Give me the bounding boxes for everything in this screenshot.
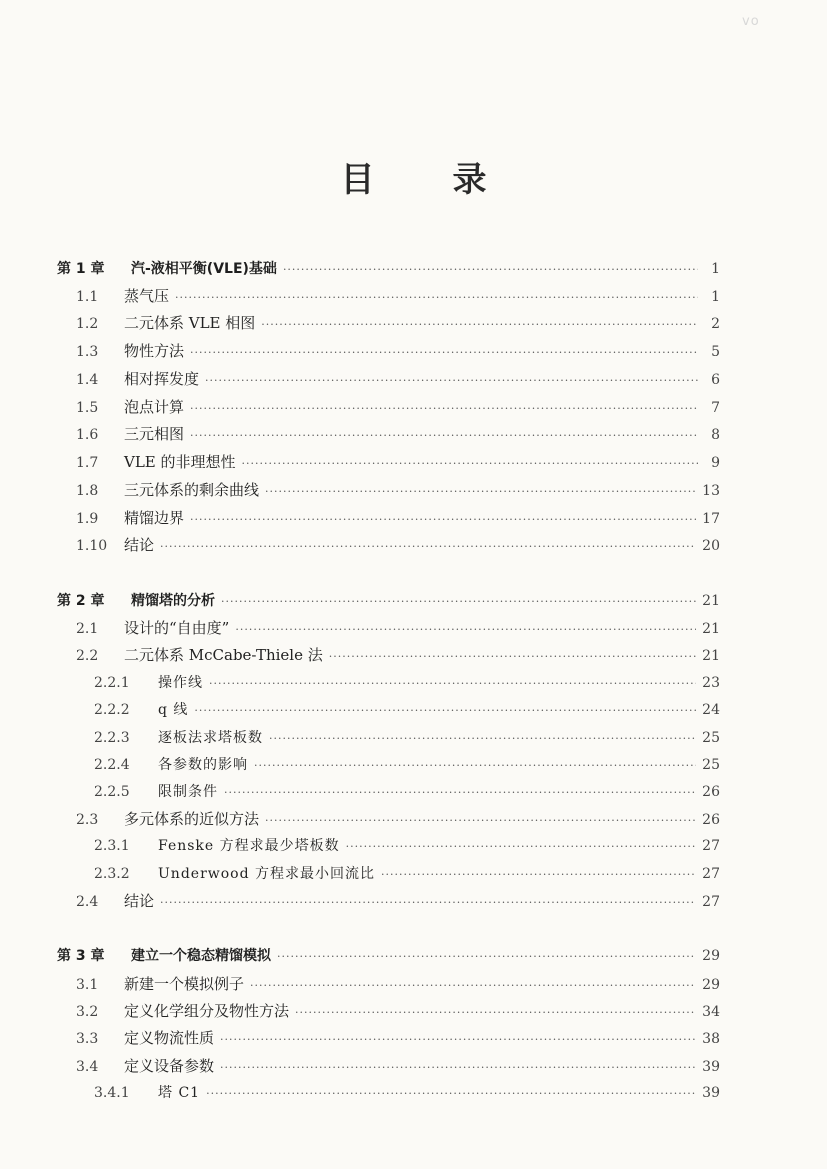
toc-entry-title: 定义设备参数 — [124, 1057, 215, 1075]
toc-entry-page: 29 — [702, 948, 720, 964]
toc-leader-dots — [209, 671, 696, 697]
toc-entry — [94, 697, 720, 723]
toc-entry-number: 1.6 — [76, 427, 99, 443]
toc-leader-dots — [220, 1027, 696, 1053]
toc-entry-page: 8 — [711, 427, 720, 443]
toc-entry-title: 物性方法 — [124, 342, 185, 360]
toc-entry-page: 7 — [711, 400, 720, 416]
toc-leader-dots — [261, 312, 698, 338]
toc-leader-dots — [160, 890, 696, 916]
toc-entry-title: 相对挥发度 — [124, 370, 200, 388]
toc-entry — [76, 1053, 720, 1079]
toc-entry-page: 26 — [702, 812, 720, 828]
toc-entry-title: 精馏塔的分析 — [131, 593, 215, 609]
toc-entry-title: 定义物流性质 — [124, 1029, 215, 1047]
toc-entry-page: 13 — [702, 483, 720, 499]
toc-entry-number: 1.7 — [76, 455, 99, 471]
toc-entry-page: 6 — [711, 372, 720, 388]
toc-entry-number: 2.2.5 — [94, 784, 130, 800]
toc-entry — [76, 477, 720, 503]
toc-entry-title: 汽-液相平衡(VLE)基础 — [131, 261, 277, 277]
toc-entry-page: 25 — [702, 730, 720, 746]
toc-entry-number: 2.1 — [76, 621, 99, 637]
toc-entry-title: 泡点计算 — [124, 398, 185, 416]
toc-entry-page: 27 — [702, 866, 720, 882]
toc-entry-title: 二元体系 VLE 相图 — [124, 314, 256, 332]
toc-entry — [57, 256, 720, 282]
toc-entry — [57, 943, 720, 969]
toc-entry-number: 1.8 — [76, 483, 99, 499]
toc-leader-dots — [190, 396, 698, 422]
toc-entry-number: 1.9 — [76, 511, 99, 527]
toc-entry-number: 2.3.2 — [94, 866, 130, 882]
toc-entry-page: 21 — [702, 648, 720, 664]
toc-entry-number: 2.2.1 — [94, 675, 130, 691]
page-title — [0, 152, 827, 201]
page-corner-mark: vo — [742, 14, 760, 29]
toc-entry-title: 蒸气压 — [124, 287, 170, 305]
toc-entry-title: 结论 — [124, 892, 155, 910]
toc-entry-title: 限制条件 — [158, 784, 218, 800]
title-char-1: 目 — [340, 160, 375, 200]
toc-entry-title: 各参数的影响 — [158, 757, 248, 773]
toc-entry — [76, 642, 720, 668]
toc-entry-page: 21 — [702, 593, 720, 609]
toc-entry-number: 1.2 — [76, 316, 99, 332]
toc-entry — [76, 338, 720, 364]
toc-entry-title: 多元体系的近似方法 — [124, 810, 260, 828]
toc-entry-title: 三元体系的剩余曲线 — [124, 481, 260, 499]
toc-entry-page: 2 — [711, 316, 720, 332]
toc-entry-number: 第 2 章 — [57, 593, 105, 609]
toc-leader-dots — [346, 834, 697, 860]
toc-entry — [76, 505, 720, 531]
toc-entry-title: VLE 的非理想性 — [124, 453, 236, 471]
toc-entry-number: 2.3.1 — [94, 838, 130, 854]
toc-entry-page: 29 — [702, 977, 720, 993]
toc-entry-title: q 线 — [158, 702, 189, 718]
toc-entry-number: 2.2.4 — [94, 757, 130, 773]
toc-entry — [76, 888, 720, 914]
toc-entry — [76, 449, 720, 475]
toc-leader-dots — [175, 285, 698, 311]
toc-entry-page: 26 — [702, 784, 720, 800]
toc-leader-dots — [194, 698, 696, 724]
toc-entry — [76, 998, 720, 1024]
toc-entry — [76, 421, 720, 447]
toc-entry-page: 34 — [702, 1004, 720, 1020]
toc-entry-number: 1.4 — [76, 372, 99, 388]
toc-entry-title: Underwood 方程求最小回流比 — [158, 866, 376, 882]
toc-entry-number: 2.3 — [76, 812, 99, 828]
toc-leader-dots — [220, 1055, 696, 1081]
toc-entry-number: 2.2.2 — [94, 702, 130, 718]
toc-leader-dots — [235, 617, 696, 643]
toc-entry-title: 二元体系 McCabe-Thiele 法 — [124, 646, 323, 664]
toc-entry-number: 1.5 — [76, 400, 99, 416]
toc-entry — [76, 366, 720, 392]
toc-entry-number: 3.3 — [76, 1031, 99, 1047]
toc-entry-title: 塔 C1 — [158, 1085, 201, 1101]
toc-leader-dots — [295, 1000, 696, 1026]
toc-entry-page: 39 — [702, 1085, 720, 1101]
toc-entry-number: 1.10 — [76, 538, 108, 554]
toc-entry-page: 1 — [711, 261, 720, 277]
toc-entry-number: 2.2 — [76, 648, 99, 664]
toc-entry-page: 23 — [702, 675, 720, 691]
toc-leader-dots — [206, 1081, 696, 1107]
toc-entry-title: 逐板法求塔板数 — [158, 730, 263, 746]
toc-leader-dots — [190, 340, 698, 366]
toc-leader-dots — [190, 423, 698, 449]
toc-entry-number: 第 1 章 — [57, 261, 105, 277]
toc-entry-page: 21 — [702, 621, 720, 637]
toc-leader-dots — [329, 644, 696, 670]
toc-leader-dots — [190, 507, 696, 533]
toc-entry-page: 27 — [702, 894, 720, 910]
toc-entry-number: 1.3 — [76, 344, 99, 360]
toc-leader-dots — [205, 368, 698, 394]
toc-leader-dots — [269, 726, 696, 752]
toc-entry-title: 建立一个稳态精馏模拟 — [131, 948, 271, 964]
toc-leader-dots — [265, 479, 696, 505]
toc-leader-dots — [277, 944, 696, 970]
toc-entry — [57, 588, 720, 614]
toc-leader-dots — [221, 589, 696, 615]
toc-entry-title: 结论 — [124, 536, 155, 554]
toc-entry-number: 3.2 — [76, 1004, 99, 1020]
toc-leader-dots — [224, 780, 696, 806]
toc-entry — [94, 670, 720, 696]
toc-entry — [76, 532, 720, 558]
toc-entry-page: 20 — [702, 538, 720, 554]
toc-entry-page: 5 — [711, 344, 720, 360]
toc-entry-title: 三元相图 — [124, 425, 185, 443]
toc-entry-page: 1 — [711, 289, 720, 305]
toc-entry — [94, 779, 720, 805]
toc-entry-title: Fenske 方程求最少塔板数 — [158, 838, 340, 854]
toc-entry — [94, 725, 720, 751]
toc-entry-number: 2.2.3 — [94, 730, 130, 746]
toc-entry-number: 1.1 — [76, 289, 99, 305]
toc-entry — [76, 394, 720, 420]
toc-entry-page: 25 — [702, 757, 720, 773]
toc-entry-title: 设计的“自由度” — [124, 619, 230, 637]
toc-leader-dots — [381, 862, 696, 888]
toc-entry-number: 3.4.1 — [94, 1085, 130, 1101]
toc-entry-page: 39 — [702, 1059, 720, 1075]
toc-leader-dots — [250, 973, 696, 999]
toc-entry-title: 定义化学组分及物性方法 — [124, 1002, 290, 1020]
toc-leader-dots — [242, 451, 698, 477]
toc-entry — [94, 833, 720, 859]
toc-entry — [76, 310, 720, 336]
toc-entry-number: 3.1 — [76, 977, 99, 993]
toc-entry — [94, 861, 720, 887]
toc-entry — [76, 971, 720, 997]
toc-leader-dots — [254, 753, 696, 779]
toc-entry-page: 24 — [702, 702, 720, 718]
toc-entry — [94, 1080, 720, 1106]
toc-entry-page: 17 — [702, 511, 720, 527]
toc-entry — [76, 615, 720, 641]
title-char-2: 录 — [452, 160, 487, 200]
toc-entry-title: 新建一个模拟例子 — [124, 975, 245, 993]
toc-entry-page: 9 — [711, 455, 720, 471]
toc-entry — [94, 752, 720, 778]
toc-entry — [76, 1025, 720, 1051]
toc-entry-number: 第 3 章 — [57, 948, 105, 964]
toc-leader-dots — [265, 808, 696, 834]
toc-entry-page: 38 — [702, 1031, 720, 1047]
toc-entry-number: 3.4 — [76, 1059, 99, 1075]
toc-leader-dots — [283, 257, 698, 283]
toc-entry-page: 27 — [702, 838, 720, 854]
toc-entry-title: 操作线 — [158, 675, 203, 691]
toc-leader-dots — [160, 534, 696, 560]
toc-entry — [76, 806, 720, 832]
toc-entry-title: 精馏边界 — [124, 509, 185, 527]
toc-entry-number: 2.4 — [76, 894, 99, 910]
toc-entry — [76, 283, 720, 309]
